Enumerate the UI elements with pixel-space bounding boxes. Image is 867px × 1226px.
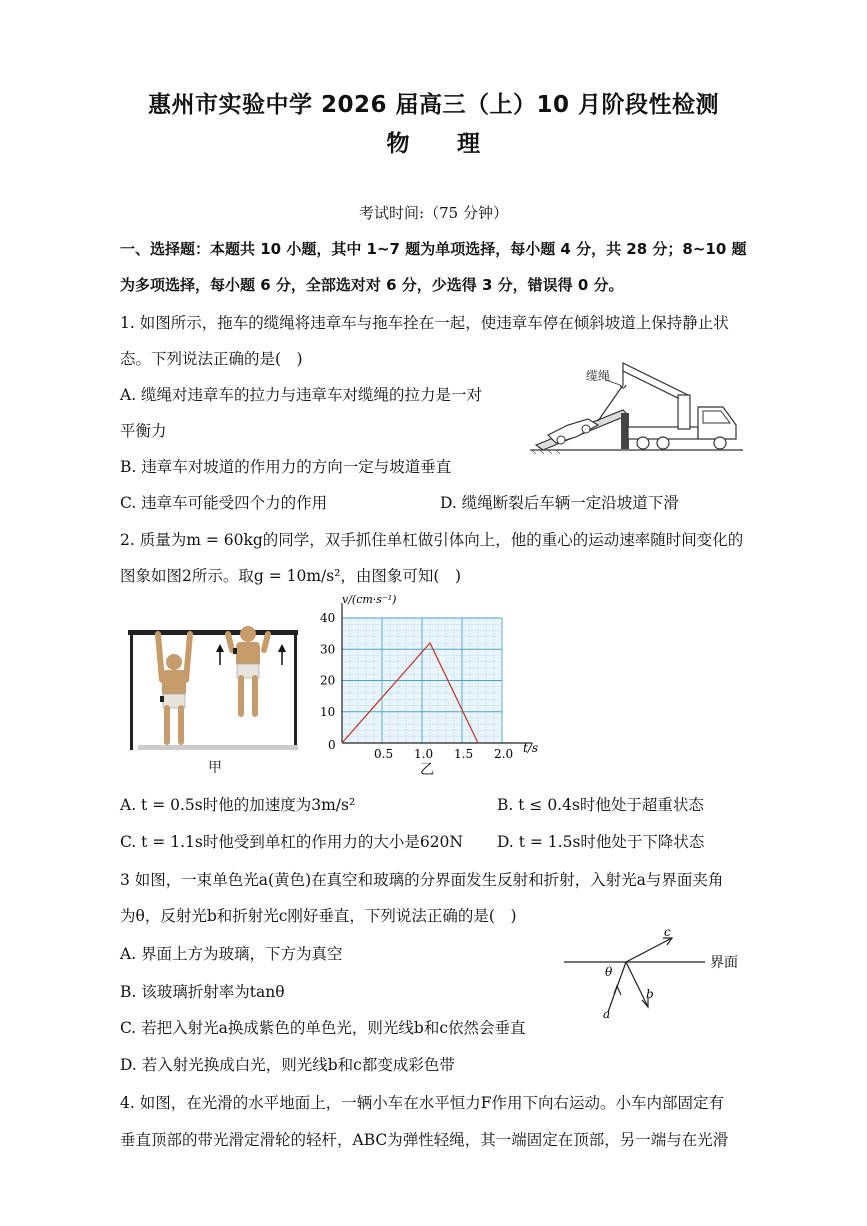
pullup-figure <box>120 620 310 780</box>
q2-option-b: B. t ≤ 0.4s时他处于超重状态 <box>497 796 704 814</box>
q4-stem-line2: 垂直顶部的带光滑定滑轮的轻杆，ABC为弹性轻绳，其一端固定在顶部，另一端与在光滑 <box>120 1131 729 1149</box>
q3-stem-line1: 3 如图，一束单色光a(黄色)在真空和玻璃的分界面发生反射和折射，入射光a与界面夹角 <box>120 871 724 889</box>
chart-y-label: v/(cm·s⁻¹) <box>342 593 397 606</box>
interface-label: 界面 <box>710 955 738 971</box>
q3-option-b: B. 该玻璃折射率为tanθ <box>120 983 285 1001</box>
x-tick-label: 0.5 <box>374 747 394 761</box>
q2-option-c: C. t = 1.1s时他受到单杠的作用力的大小是620N <box>120 833 463 851</box>
chart-x-label: t/s <box>523 741 539 755</box>
q2-option-d: D. t = 1.5s时他处于下降状态 <box>497 833 705 851</box>
q3-option-c: C. 若把入射光a换成紫色的单色光，则光线b和c依然会垂直 <box>120 1019 526 1037</box>
q1-option-c: C. 违章车可能受四个力的作用 <box>120 494 328 512</box>
q1-option-b: B. 违章车对坡道的作用力的方向一定与坡道垂直 <box>120 458 452 476</box>
y-tick-label: 10 <box>320 704 336 719</box>
ray-c-label: c <box>664 925 671 939</box>
q3-stem-line2: 为θ，反射光b和折射光c刚好垂直，下列说法正确的是( ) <box>120 907 517 925</box>
tow-truck-figure <box>528 355 748 455</box>
q2-option-a: A. t = 0.5s时他的加速度为3m/s² <box>120 796 356 814</box>
q2-stem-line2: 图象如图2所示。取g = 10m/s²，由图象可知( ) <box>120 567 462 585</box>
q1-option-a-line1: A. 缆绳对违章车的拉力与违章车对缆绳的拉力是一对 <box>120 386 483 404</box>
q1-option-a-line2: 平衡力 <box>120 422 167 440</box>
chart-grid <box>342 618 502 743</box>
ray-b-label: b <box>646 987 654 1001</box>
theta-label: θ <box>605 965 613 979</box>
y-tick-label: 30 <box>320 642 336 657</box>
section-heading-line1: 一、选择题：本题共 10 小题，其中 1~7 题为单项选择，每小题 4 分，共 28 分；8~10 题 <box>120 240 747 258</box>
refraction-figure <box>560 922 760 1022</box>
q1-stem-line2: 态。下列说法正确的是( ) <box>120 350 303 368</box>
figure-label-yi: 乙 <box>420 762 434 778</box>
y-tick-label: 20 <box>320 673 336 688</box>
page-title: 惠州市实验中学 2026 届高三（上）10 月阶段性检测 <box>147 92 720 118</box>
x-tick-label: 1.0 <box>414 747 434 761</box>
q1-stem-line1: 1. 如图所示，拖车的缆绳将违章车与拖车拴在一起，使违章车停在倾斜坡道上保持静止状 <box>120 314 729 332</box>
q1-option-d: D. 缆绳断裂后车辆一定沿坡道下滑 <box>440 494 679 512</box>
q3-option-d: D. 若入射光换成白光，则光线b和c都变成彩色带 <box>120 1056 455 1074</box>
q3-option-a: A. 界面上方为玻璃，下方为真空 <box>120 945 343 963</box>
q4-stem-line1: 4. 如图，在光滑的水平地面上，一辆小车在水平恒力F作用下向右运动。小车内部固定有 <box>120 1094 724 1112</box>
subject-title: 物 理 <box>386 131 481 157</box>
q2-stem-line1: 2. 质量为m = 60kg的同学，双手抓住单杠做引体向上，他的重心的运动速率随时间变化的 <box>120 531 744 549</box>
y-tick-label: 40 <box>320 611 336 625</box>
origin-label: 0 <box>328 738 336 752</box>
x-tick-label: 1.5 <box>454 747 474 761</box>
velocity-time-chart <box>310 590 550 780</box>
section-heading-line2: 为多项选择，每小题 6 分，全部选对对 6 分，少选得 3 分，错误得 0 分。 <box>120 276 624 294</box>
figure-label-jia: 甲 <box>208 760 222 776</box>
ray-a-label: a <box>603 1007 611 1021</box>
x-tick-label: 2.0 <box>494 747 514 761</box>
exam-time: 考试时间:（75 分钟） <box>359 204 508 222</box>
cable-label: 缆绳 <box>586 369 611 383</box>
